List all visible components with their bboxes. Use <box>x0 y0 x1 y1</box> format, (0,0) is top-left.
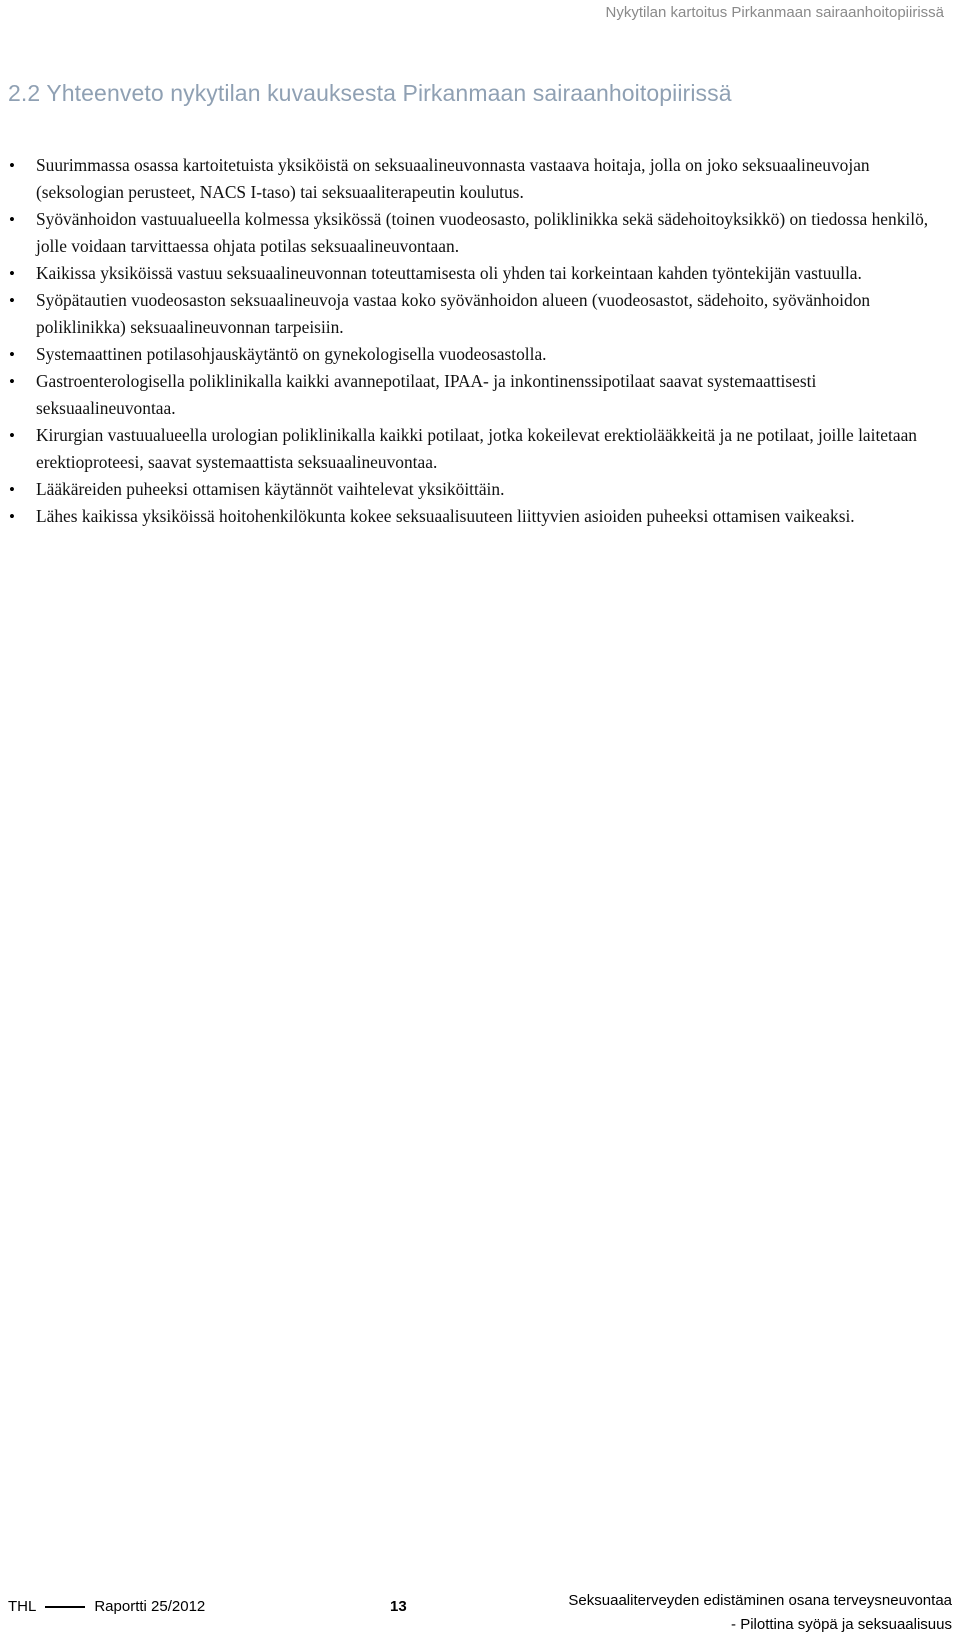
list-item-text: Lääkäreiden puheeksi ottamisen käytännöt vaihtelevat yksiköittäin. <box>36 479 505 499</box>
section-title: 2.2 Yhteenveto nykytilan kuvauksesta Pirkanmaan sairaanhoitopiirissä <box>8 80 732 106</box>
list-item <box>0 341 952 368</box>
page-number: 13 <box>390 1598 407 1615</box>
footer-publisher: THL <box>8 1598 37 1615</box>
footer-publication <box>8 1598 205 1616</box>
bullet-icon: • <box>9 345 15 364</box>
list-item <box>0 260 952 287</box>
list-item-text: Lähes kaikissa yksiköissä hoitohenkilökunta kokee seksuaalisuuteen liittyvien asioiden puheeksi ottamisen vaikeaksi. <box>36 506 855 526</box>
footer-rule <box>45 1606 85 1608</box>
list-item <box>0 503 952 530</box>
summary-bullet-list <box>0 152 952 530</box>
list-item-text: Kirurgian vastuualueella urologian poliklinikalla kaikki potilaat, jotka kokeilevat erektiolääkkeitä ja ne potilaat, joille laitetaan erektioproteesi, saavat systemaattista seksuaalineuvontaa. <box>36 425 917 472</box>
list-item-text: Syöpätautien vuodeosaston seksuaalineuvoja vastaa koko syövänhoidon alueen (vuodeosastot, sädehoito, syövänhoidon poliklinikka) seksuaalineuvonnan tarpeisiin. <box>36 290 871 337</box>
footer-title-line-1: Seksuaaliterveyden edistäminen osana terveysneuvontaa <box>568 1592 952 1609</box>
list-item-text: Syövänhoidon vastuualueella kolmessa yksikössä (toinen vuodeosasto, poliklinikka sekä sädehoitoyksikkö) on tiedossa henkilö, jolle voidaan tarvittaessa ohjata potilas seksuaalineuvontaan. <box>36 209 929 256</box>
bullet-icon: • <box>9 507 15 526</box>
running-header: Nykytilan kartoitus Pirkanmaan sairaanhoitopiirissä <box>605 4 944 21</box>
footer-title-line-2: - Pilottina syöpä ja seksuaalisuus <box>731 1616 952 1633</box>
list-item-text: Systemaattinen potilasohjauskäytäntö on gynekologisella vuodeosastolla. <box>36 344 547 364</box>
bullet-icon: • <box>9 426 15 445</box>
bullet-icon: • <box>9 264 15 283</box>
list-item <box>0 476 952 503</box>
list-item <box>0 287 952 341</box>
list-item <box>0 422 952 476</box>
bullet-icon: • <box>9 372 15 391</box>
list-item-text: Suurimmassa osassa kartoitetuista yksiköistä on seksuaalineuvonnasta vastaava hoitaja, jolla on joko seksuaalineuvojan (seksologian perusteet, NACS I-taso) tai seksuaaliterapeutin koulutus. <box>36 155 870 202</box>
list-item-text: Kaikissa yksiköissä vastuu seksuaalineuvonnan toteuttamisesta oli yhden tai korkeintaan kahden työntekijän vastuulla. <box>36 263 862 283</box>
bullet-icon: • <box>9 156 15 175</box>
list-item-text: Gastroenterologisella poliklinikalla kaikki avannepotilaat, IPAA- ja inkontinenssipotilaat saavat systemaattisesti seksuaalineuvontaa. <box>36 371 817 418</box>
bullet-icon: • <box>9 291 15 310</box>
list-item <box>0 206 952 260</box>
list-item <box>0 152 952 206</box>
footer-publication-title <box>568 1589 952 1637</box>
list-item <box>0 368 952 422</box>
bullet-icon: • <box>9 210 15 229</box>
bullet-icon: • <box>9 480 15 499</box>
footer-report-number: Raportti 25/2012 <box>94 1598 206 1615</box>
